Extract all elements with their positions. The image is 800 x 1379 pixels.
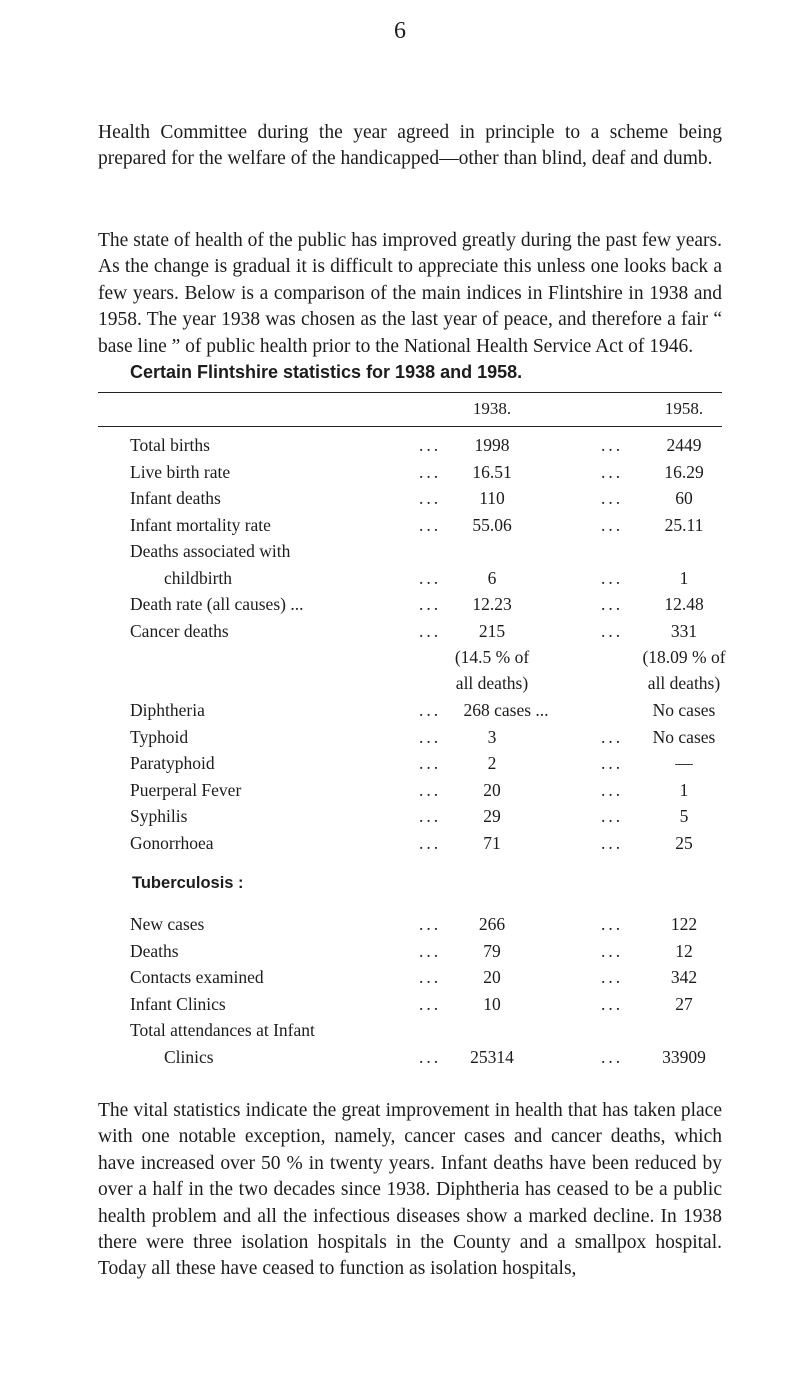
leader-dots: ... bbox=[600, 435, 624, 455]
table-row: Diphtheria ... 268 cases ... No cases bbox=[130, 700, 716, 720]
table-row: all deaths) all deaths) bbox=[455, 673, 721, 693]
leader-dots: ... bbox=[600, 753, 624, 773]
row-label: Cancer deaths bbox=[130, 621, 229, 641]
health-state-paragraph: The state of health of the public has improved greatly during the past few years. As the change is gradual it is difficult to appreciate this unless one looks back a few years. Below is a comparison of the main indices in Flintshire in 1938 and 1958. The year 1938 was chosen as the last year of peace, and therefore a fair “ base line ” of public health prior to the National Health Service Act of 1946. bbox=[98, 230, 722, 357]
row-label: Deaths associated with bbox=[130, 541, 291, 561]
table-row: Puerperal Fever ... 20 ... 1 bbox=[130, 780, 689, 800]
table-row: Gonorrhoea ... 71 ... 25 bbox=[130, 833, 693, 853]
document-page: 6 Health Committee during the year agreed in principle to a scheme being prepared for the welfare of the handicapped—other than blind, deaf and dumb. The state of health of the public has improved greatly during the past few years. As the change is gradual it is difficult to appreciate this unless one looks back a few years. Below is a comparison of the main indices in Flintshire in 1938 and 1958. The year 1938 was chosen as the last year of peace, and therefore a fair “ base line ” of public health prior to the National Health Service Act of 1946. Certain Flintshire statistics for 1938 and 1958. 1938. 1958. Total births ... 1998 ... 2449 Live birth rate ... 16.51 ... 16.29 Infant deaths ... 110 ... 60 Infant mortality rate ... 55.06 ... 25.11 Deaths associated with childbirth ... 6 ... 1 Death rate (all causes) ... ... 12.23 ... 12.48 Cancer deaths ... 215 ... 331 (14.5 % of (18.09 % of all deaths) all deaths) Diphtheria ... 268 cases ... No cases Typhoid ... 3 ... No cases Paratyphoid ... 2 ... — Puerperal Fever ... 20 ... 1 Syphilis ... 29 ... 5 Gonorrhoea ... 71 ... 25 Tuberculosis : New cases ... 266 ... 122 Deaths ... 79 ... 12 Contacts examined ... 20 ... 342 Infant Clinics ... 10 ... 27 Total attendances at Infant Clinics ... 25314 ... 33909 The vital statistics indicate the great improvement in health that has taken place with one notable exception, namely, cancer cases and cancer deaths, which have increased over 50 % in twenty years. Infant deaths have been reduced by over a half in the two decades since 1938. Diphtheria has ceased to be a public health problem and all the infectious diseases show a marked decline. In 1938 there were three isolation hospitals in the County and a smallpox hospital. Today all these have ceased to function as isolation hospitals, bbox=[0, 0, 800, 1379]
row-label: Diphtheria bbox=[130, 700, 205, 720]
row-label: Total births bbox=[130, 435, 210, 455]
leader-dots: ... bbox=[418, 941, 442, 961]
leader-dots: ... bbox=[418, 914, 442, 934]
leader-dots: ... bbox=[600, 515, 624, 535]
leader-dots: ... bbox=[418, 753, 442, 773]
page-number: 6 bbox=[394, 18, 406, 44]
table-row: Paratyphoid ... 2 ... — bbox=[130, 753, 693, 773]
leader-dots: ... bbox=[600, 780, 624, 800]
row-label: Paratyphoid bbox=[130, 753, 215, 773]
table-row: (14.5 % of (18.09 % of bbox=[454, 647, 726, 667]
leader-dots: ... bbox=[600, 488, 624, 508]
table-row: Infant mortality rate ... 55.06 ... 25.11 bbox=[130, 515, 704, 535]
table-header-rule bbox=[98, 426, 722, 427]
leader-dots: ... bbox=[418, 806, 442, 826]
row-label: Live birth rate bbox=[130, 462, 231, 482]
table-row: childbirth ... 6 ... 1 bbox=[164, 568, 689, 588]
row-label: Infant Clinics bbox=[130, 994, 226, 1014]
leader-dots: ... bbox=[600, 833, 624, 853]
leader-dots: ... bbox=[600, 727, 624, 747]
table-row: Contacts examined ... 20 ... 342 bbox=[130, 967, 698, 987]
row-label: Infant deaths bbox=[130, 488, 221, 508]
table-row: Clinics ... 25314 ... 33909 bbox=[164, 1047, 706, 1067]
table-row: Typhoid ... 3 ... No cases bbox=[130, 727, 716, 747]
table-row: Deaths ... 79 ... 12 bbox=[130, 941, 693, 961]
vital-statistics-paragraph: The vital statistics indicate the great improvement in health that has taken place with one notable exception, namely, cancer cases and cancer deaths, which have increased over 50 % in twenty years. Infant deaths have been reduced by over a half in the two decades since 1938. Diphtheria has ceased to be a public health problem and all the infectious diseases show a marked decline. In 1938 there were three isolation hospitals in the County and a smallpox hospital. Today all these have ceased to function as isolation hospitals, bbox=[98, 1100, 722, 1280]
table-row: Infant deaths ... 110 ... 60 bbox=[130, 488, 693, 508]
leader-dots: ... bbox=[418, 780, 442, 800]
table-top-rule bbox=[98, 392, 722, 393]
table-row: Live birth rate ... 16.51 ... 16.29 bbox=[130, 462, 704, 482]
leader-dots: ... bbox=[600, 568, 624, 588]
row-label: Syphilis bbox=[130, 806, 188, 826]
table-row bbox=[0, 1020, 800, 1046]
table-row: Cancer deaths ... 215 ... 331 bbox=[130, 621, 698, 641]
leader-dots: ... bbox=[600, 967, 624, 987]
row-label: Clinics bbox=[164, 1047, 214, 1067]
leader-dots: ... bbox=[418, 700, 442, 720]
leader-dots: ... bbox=[418, 435, 442, 455]
section-label-tuberculosis: Tuberculosis : bbox=[132, 874, 244, 892]
leader-dots: ... bbox=[600, 806, 624, 826]
leader-dots: ... bbox=[600, 621, 624, 641]
table-row: Death rate (all causes) ... ... 12.23 ... 12.48 bbox=[130, 594, 704, 614]
leader-dots: ... bbox=[418, 994, 442, 1014]
leader-dots: ... bbox=[418, 568, 442, 588]
leader-dots: ... bbox=[418, 515, 442, 535]
row-label: New cases bbox=[130, 914, 205, 934]
leader-dots: ... bbox=[418, 727, 442, 747]
table-row: Total births ... 1998 ... 2449 bbox=[130, 435, 702, 455]
leader-dots: ... bbox=[600, 462, 624, 482]
table-row bbox=[0, 874, 800, 900]
table-row: Infant Clinics ... 10 ... 27 bbox=[130, 994, 693, 1014]
row-label: Gonorrhoea bbox=[130, 833, 214, 853]
leader-dots: ... bbox=[600, 941, 624, 961]
intro-paragraph: Health Committee during the year agreed in principle to a scheme being prepared for the welfare of the handicapped—other than blind, deaf and dumb. bbox=[98, 122, 722, 170]
leader-dots: ... bbox=[418, 462, 442, 482]
leader-dots: ... bbox=[418, 488, 442, 508]
row-label: childbirth bbox=[164, 568, 233, 588]
leader-dots: ... bbox=[418, 967, 442, 987]
leader-dots: ... bbox=[418, 594, 442, 614]
leader-dots: ... bbox=[418, 621, 442, 641]
table-row: Syphilis ... 29 ... 5 bbox=[130, 806, 689, 826]
row-label: Typhoid bbox=[130, 727, 189, 747]
table-heading: Certain Flintshire statistics for 1938 and 1958. bbox=[130, 362, 523, 382]
leader-dots: ... bbox=[600, 914, 624, 934]
leader-dots: ... bbox=[600, 594, 624, 614]
table-row: New cases ... 266 ... 122 bbox=[130, 914, 698, 934]
leader-dots: ... bbox=[418, 1047, 442, 1067]
row-label: Contacts examined bbox=[130, 967, 264, 987]
row-label: Total attendances at Infant bbox=[130, 1020, 315, 1040]
leader-dots: ... bbox=[600, 994, 624, 1014]
table-row bbox=[0, 541, 800, 567]
row-label: Death rate (all causes) ... bbox=[130, 594, 304, 614]
row-label: Deaths bbox=[130, 941, 179, 961]
row-label: Infant mortality rate bbox=[130, 515, 271, 535]
row-label: Puerperal Fever bbox=[130, 780, 242, 800]
leader-dots: ... bbox=[600, 1047, 624, 1067]
leader-dots: ... bbox=[418, 833, 442, 853]
